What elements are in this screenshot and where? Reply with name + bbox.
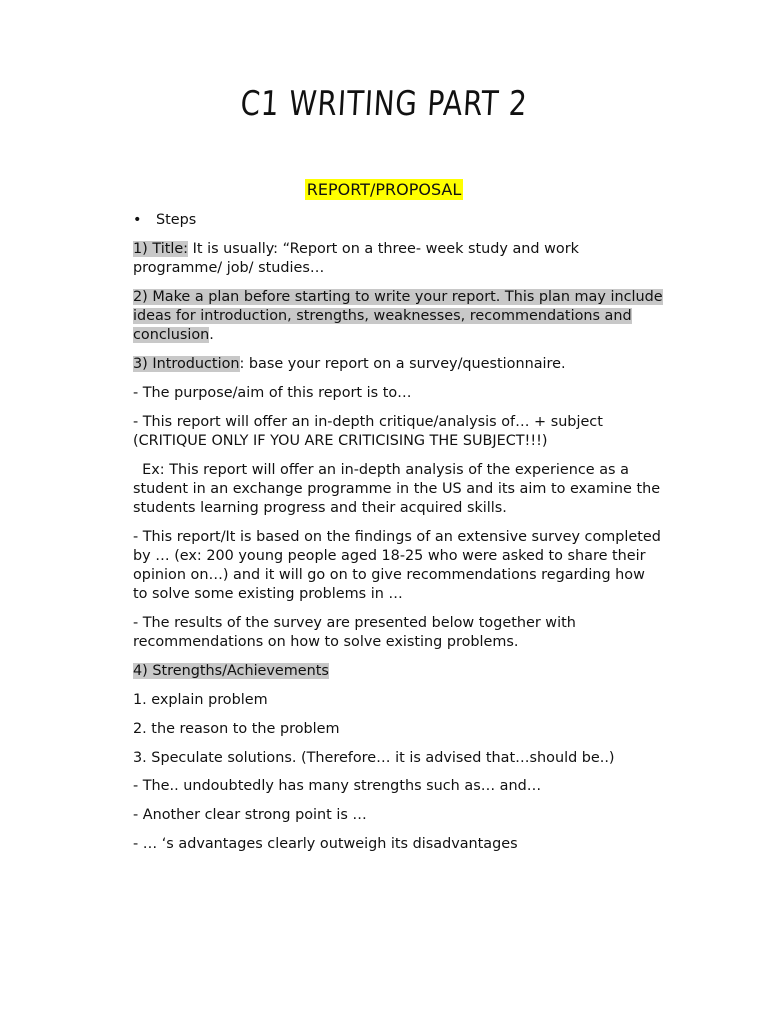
section-heading-label: REPORT/PROPOSAL	[306, 180, 462, 199]
step-2-highlight: 2) Make a plan before starting to write your report. This plan may include ideas for introduction, strengths, weaknesses, recommendations and conclusion	[133, 288, 663, 344]
step-1-text: It is usually: “Report on a three- week study and work programme/ job/ studies…	[133, 240, 579, 276]
step-3-text: : base your report on a survey/questionnaire.	[239, 356, 566, 372]
phrase-item: - Another clear strong point is …	[133, 807, 367, 824]
example-text: Ex: This report will offer an in-depth analysis of the experience as a student in an exchange programme in the US and its aim to examine the students learning progress and their acquired skills.	[133, 461, 661, 516]
bullet-text: Steps	[156, 212, 197, 228]
paragraph-critique: - This report will offer an in-depth critique/analysis of… + subject (CRITIQUE ONLY IF YOU ARE CRITICISING THE SUBJECT!!!)	[133, 413, 603, 449]
paragraph-plan-step	[133, 288, 663, 346]
list-item: 1. explain problem	[133, 692, 268, 708]
document-body	[133, 211, 663, 864]
step-4-label: 4) Strengths/Achievements	[133, 663, 329, 680]
phrase-item: - The.. undoubtedly has many strengths such as… and…	[133, 778, 542, 795]
paragraph-survey: - This report/It is based on the findings of an extensive survey completed by … (ex: 200 young people aged 18-25 who were asked to share their opinion on…) and it will go on to give recommendations regarding how to solve some existing problems in …	[133, 528, 661, 603]
paragraph-title-step	[133, 240, 663, 278]
list-item: 2. the reason to the problem	[133, 720, 340, 737]
page-title: C1 WRITING PART 2	[239, 84, 529, 124]
bullet-item	[133, 211, 663, 230]
phrase-item: - … ‘s advantages clearly outweigh its disadvantages	[133, 835, 518, 852]
step-1-label: 1) Title:	[133, 240, 189, 257]
paragraph-results: - The results of the survey are presented below together with recommendations on how to solve existing problems.	[133, 615, 576, 651]
paragraph-introduction-step	[133, 355, 663, 374]
list-item: 3. Speculate solutions. (Therefore… it is advised that…should be..)	[133, 749, 615, 766]
bullet-icon: •	[133, 212, 142, 228]
section-heading	[0, 180, 768, 199]
step-3-label: 3) Introduction	[133, 356, 240, 372]
paragraph-example	[133, 461, 663, 519]
paragraph-purpose: - The purpose/aim of this report is to…	[133, 384, 412, 401]
paragraph-strengths-step	[133, 662, 663, 681]
step-2-tail: .	[209, 327, 214, 344]
